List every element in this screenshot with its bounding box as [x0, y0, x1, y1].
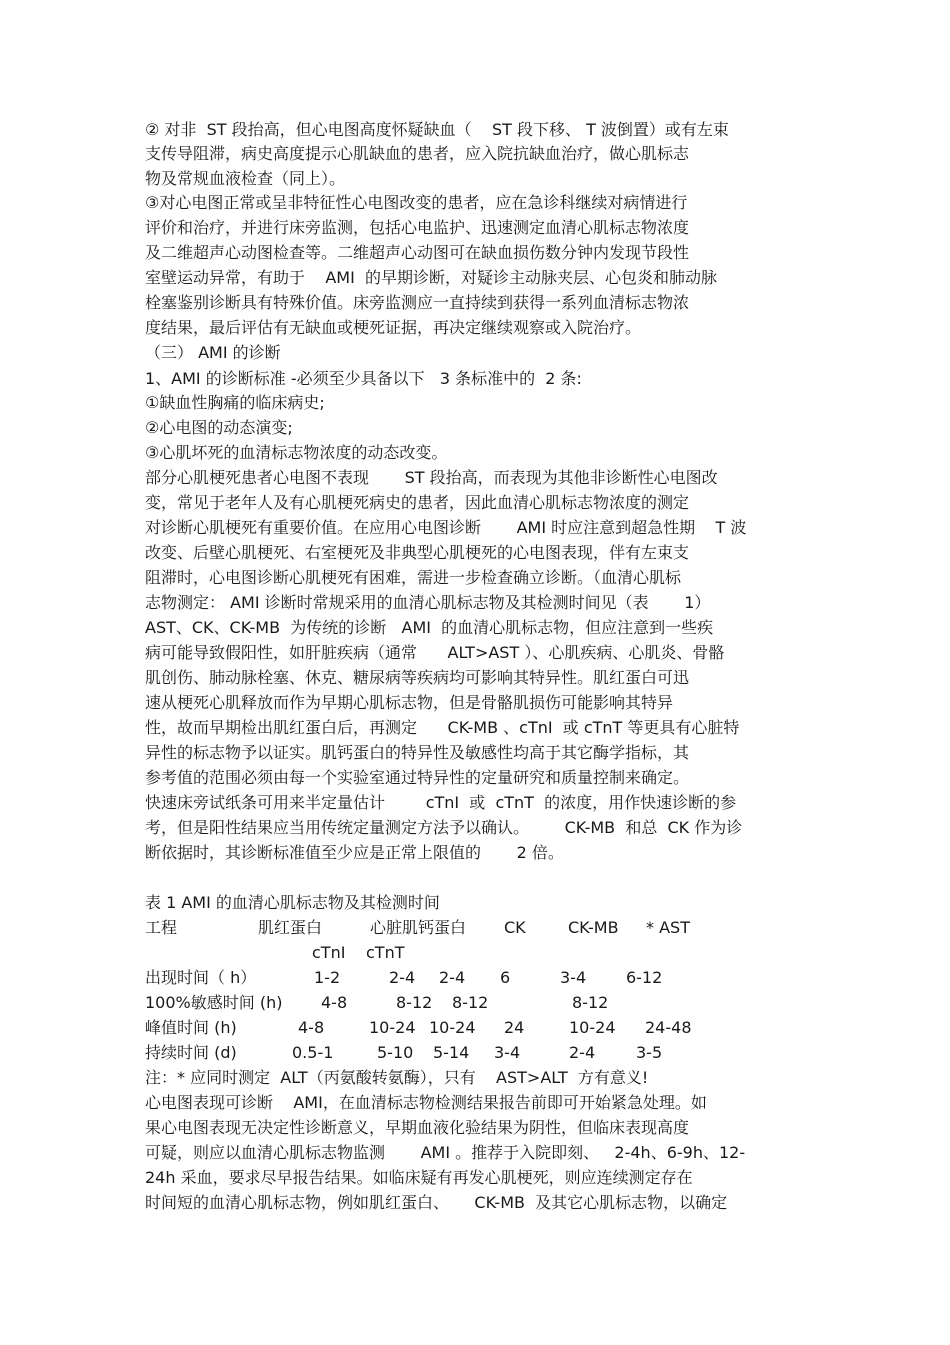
text-line: 栓塞鉴别诊断具有特殊价值。床旁监测应一直持续到获得一系列血清标志物浓 [145, 293, 690, 312]
text-line: ③对心电图正常或呈非特征性心电图改变的患者，应在急诊科继续对病情进行 [145, 193, 688, 212]
text-line: 考，但是阳性结果应当用传统定量测定方法予以确认。 CK-MB 和总 CK 作为诊 [145, 818, 743, 837]
text-line: 速从梗死心肌释放而作为早期心肌标志物，但是骨骼肌损伤可能影响其特异 [145, 693, 674, 712]
table-cell: 24 [504, 1018, 525, 1037]
table-cell: 2-4 [439, 968, 466, 987]
text-line: 1、AMI 的诊断标准 -必须至少具备以下 3 条标准中的 2 条: [145, 369, 582, 388]
table-header-cell: CK [504, 918, 526, 937]
text-line: 断依据时，其诊断标准值至少应是正常上限值的 2 倍。 [145, 843, 564, 862]
text-line: 参考值的范围必须由每一个实验室通过特异性的定量研究和质量控制来确定。 [145, 768, 690, 787]
table-cell: 2-4 [569, 1043, 596, 1062]
text-line: 肌创伤、肺动脉栓塞、休克、糖尿病等疾病均可影响其特异性。肌红蛋白可迅 [145, 668, 690, 687]
text-line: 室壁运动异常，有助于 AMI 的早期诊断，对疑诊主动脉夹层、心包炎和肺动脉 [145, 268, 717, 287]
text-line: 可疑，则应以血清心肌标志物监测 AMI 。推荐于入院即刻、 2-4h、6-9h、12- [145, 1143, 746, 1162]
table-cell: 6-12 [626, 968, 663, 987]
table-cell: 10-24 [429, 1018, 476, 1037]
table-cell: 5-14 [433, 1043, 470, 1062]
table-header-cell: * AST [646, 918, 690, 937]
table-header-cell: 工程 [145, 918, 178, 937]
text-line: 阻滞时，心电图诊断心肌梗死有困难，需进一步检查确立诊断。（血清心肌标 [145, 568, 682, 587]
table-cell: 24-48 [645, 1018, 692, 1037]
list-item: ①缺血性胸痛的临床病史; [145, 393, 325, 412]
table-cell: 8-12 [396, 993, 433, 1012]
table-subheader-cell: cTnI [312, 943, 346, 962]
text-line: 24h 采血，要求尽早报告结果。如临床疑有再发心肌梗死，则应连续测定存在 [145, 1168, 693, 1187]
text-line: 时间短的血清心肌标志物，例如肌红蛋白、 CK-MB 及其它心肌标志物，以确定 [145, 1193, 728, 1212]
list-item: ②心电图的动态演变; [145, 418, 293, 437]
table-cell: 3-4 [494, 1043, 521, 1062]
text-line: 快速床旁试纸条可用来半定量估计 cTnI 或 cTnT 的浓度，用作快速诊断的参 [145, 793, 737, 812]
table-cell: 5-10 [377, 1043, 414, 1062]
text-line: 部分心肌梗死患者心电图不表现 ST 段抬高，而表现为其他非诊断性心电图改 [145, 468, 718, 487]
table-cell: 10-24 [369, 1018, 416, 1037]
text-line: 对诊断心肌梗死有重要价值。在应用心电图诊断 AMI 时应注意到超急性期 T 波 [145, 518, 747, 537]
table-cell: 0.5-1 [292, 1043, 334, 1062]
table-cell: 10-24 [569, 1018, 616, 1037]
list-item: ③心肌坏死的血清标志物浓度的动态改变。 [145, 443, 448, 462]
table-header-cell: CK-MB [568, 918, 619, 937]
table-cell: 3-5 [636, 1043, 663, 1062]
text-line: 志物测定： AMI 诊断时常规采用的血清心肌标志物及其检测时间见（表 1） [145, 593, 711, 612]
text-line: 异性的标志物予以证实。肌钙蛋白的特异性及敏感性均高于其它酶学指标，其 [145, 743, 690, 762]
table-cell: 8-12 [572, 993, 609, 1012]
text-line: 及二维超声心动图检查等。二维超声心动图可在缺血损伤数分钟内发现节段性 [145, 243, 690, 262]
table-cell: 3-4 [560, 968, 587, 987]
table-header-cell: 心脏肌钙蛋白 [370, 918, 467, 937]
text-line: 果心电图表现无决定性诊断意义，早期血液化验结果为阴性，但临床表现高度 [145, 1118, 690, 1137]
text-line: 度结果，最后评估有无缺血或梗死证据，再决定继续观察或入院治疗。 [145, 318, 642, 337]
text-line: 变，常见于老年人及有心肌梗死病史的患者，因此血清心肌标志物浓度的测定 [145, 493, 690, 512]
text-line: 性，故而早期检出肌红蛋白后，再测定 CK-MB 、cTnI 或 cTnT 等更具有心脏特 [145, 718, 740, 737]
section-heading: （三） AMI 的诊断 [145, 343, 281, 362]
table-cell: 2-4 [389, 968, 416, 987]
text-line: AST、CK、CK-MB 为传统的诊断 AMI 的血清心肌标志物，但应注意到一些疾 [145, 618, 714, 637]
text-line: 改变、后壁心肌梗死、右室梗死及非典型心肌梗死的心电图表现，伴有左束支 [145, 543, 690, 562]
table-subheader-cell: cTnT [366, 943, 405, 962]
table-row-label: 100%敏感时间 (h) [145, 993, 283, 1012]
table-cell: 6 [500, 968, 511, 987]
table-note: 注：* 应同时测定 ALT（丙氨酸转氨酶），只有 AST>ALT 方有意义! [145, 1068, 649, 1087]
table-row-label: 持续时间 (d) [145, 1043, 237, 1062]
text-line: ② 对非 ST 段抬高，但心电图高度怀疑缺血（ ST 段下移、 T 波倒置）或有左束 [145, 120, 729, 139]
table-header-cell: 肌红蛋白 [258, 918, 323, 937]
table-row-label: 峰值时间 (h) [145, 1018, 237, 1037]
table-cell: 1-2 [314, 968, 341, 987]
table-row-label: 出现时间（ h） [145, 968, 257, 987]
text-line: 物及常规血液检查（同上）。 [145, 169, 346, 188]
text-line: 心电图表现可诊断 AMI，在血清标志物检测结果报告前即可开始紧急处理。如 [145, 1093, 707, 1112]
text-line: 支传导阻滞，病史高度提示心肌缺血的患者，应入院抗缺血治疗，做心肌标志 [145, 144, 690, 163]
table-cell: 4-8 [321, 993, 348, 1012]
table-cell: 8-12 [452, 993, 489, 1012]
table-title: 表 1 AMI 的血清心肌标志物及其检测时间 [145, 893, 440, 912]
text-line: 病可能导致假阳性，如肝脏疾病（通常 ALT>AST ）、心肌疾病、心肌炎、骨骼 [145, 643, 725, 662]
text-line: 评价和治疗，并进行床旁监测，包括心电监护、迅速测定血清心肌标志物浓度 [145, 218, 690, 237]
table-cell: 4-8 [298, 1018, 325, 1037]
